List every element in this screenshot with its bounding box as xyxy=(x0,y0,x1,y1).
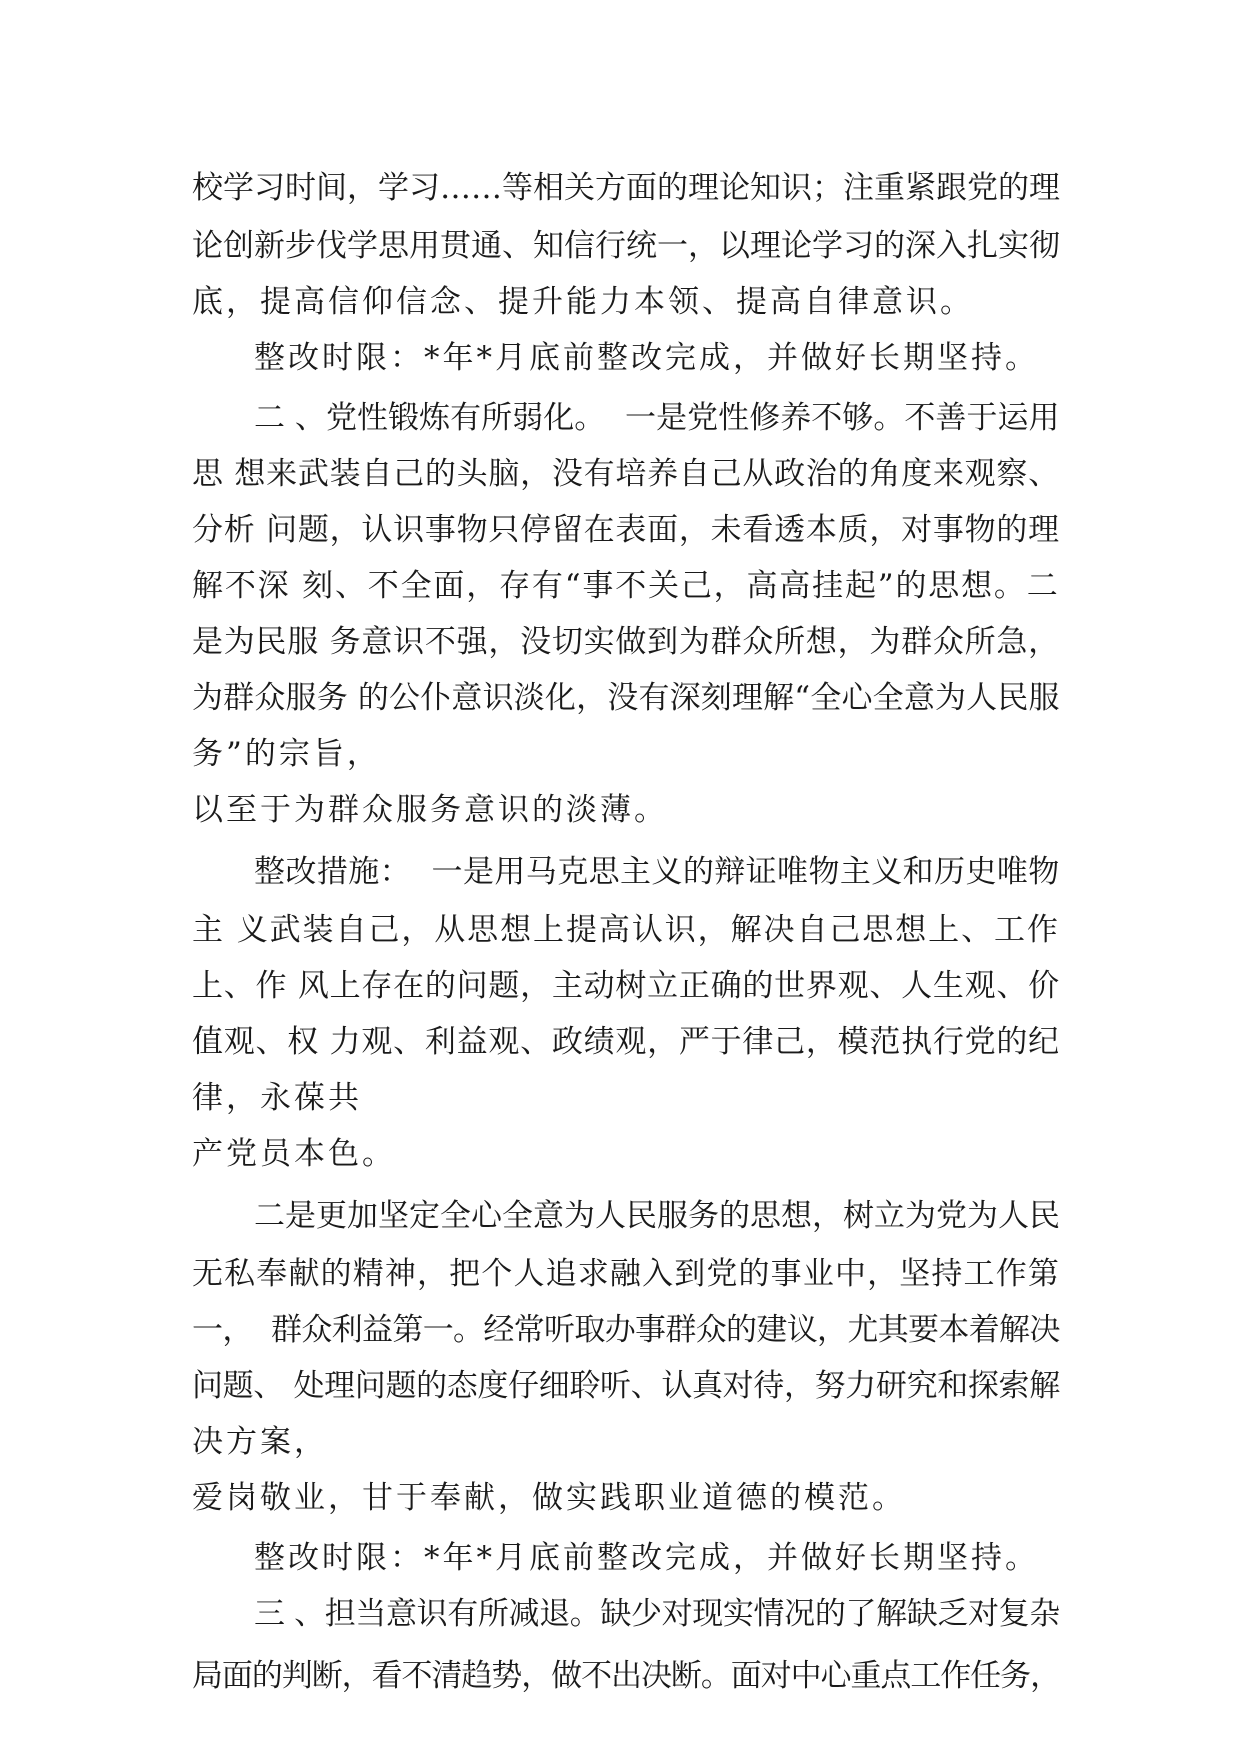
text-line: 局面的判断，看不清趋势，做不出决断。面对中心重点工作任务， xyxy=(192,1658,1060,1694)
text-line: 爱岗敬业，甘于奉献，做实践职业道德的模范。 xyxy=(192,1480,906,1516)
text-line: 底，提高信仰信念、提升能力本领、提高自律意识。 xyxy=(192,284,974,320)
text-line: 一， 群众利益第一。经常听取办事群众的建议，尤其要本着解决 xyxy=(192,1312,1060,1348)
text-line: 决方案， xyxy=(192,1424,328,1460)
text-line: 整改时限：*年*月底前整改完成，并做好长期坚持。 xyxy=(254,340,1039,376)
text-line: 分析 问题，认识事物只停留在表面，未看透本质，对事物的理 xyxy=(192,512,1060,548)
text-line: 论创新步伐学思用贯通、知信行统一，以理论学习的深入扎实彻 xyxy=(192,228,1060,264)
text-line: 产党员本色。 xyxy=(192,1136,396,1172)
text-line: 整改措施： 一是用马克思主义的辩证唯物主义和历史唯物 xyxy=(254,854,1060,890)
text-line: 思 想来武装自己的头脑，没有培养自己从政治的角度来观察、 xyxy=(192,456,1060,492)
text-line: 务”的宗旨， xyxy=(192,736,381,772)
text-line: 主 义武装自己，从思想上提高认识，解决自己思想上、工作 xyxy=(192,912,1060,948)
section-heading-3: 三 、担当意识有所减退。缺少对现实情况的了解缺乏对复杂 xyxy=(254,1596,1060,1632)
text-line: 校学习时间，学习……等相关方面的理论知识；注重紧跟党的理 xyxy=(192,170,1060,206)
text-line: 以至于为群众服务意识的淡薄。 xyxy=(192,792,668,828)
text-line: 解不深 刻、不全面，存有“事不关己，高高挂起”的思想。二 xyxy=(192,568,1060,604)
text-line: 整改时限：*年*月底前整改完成，并做好长期坚持。 xyxy=(254,1540,1039,1576)
text-line: 值观、权 力观、利益观、政绩观，严于律己，模范执行党的纪 xyxy=(192,1024,1060,1060)
section-heading-2: 二 、党性锻炼有所弱化。 一是党性修养不够。不善于运用 xyxy=(254,400,1060,436)
text-line: 律，永葆共 xyxy=(192,1080,362,1116)
text-line: 二是更加坚定全心全意为人民服务的思想，树立为党为人民 xyxy=(254,1198,1060,1234)
text-line: 是为民服 务意识不强，没切实做到为群众所想，为群众所急， xyxy=(192,624,1060,660)
text-line: 无私奉献的精神，把个人追求融入到党的事业中，坚持工作第 xyxy=(192,1256,1060,1292)
text-line: 为群众服务 的公仆意识淡化，没有深刻理解“全心全意为人民服 xyxy=(192,680,1060,716)
text-line: 问题、 处理问题的态度仔细聆听、认真对待，努力研究和探索解 xyxy=(192,1368,1060,1404)
text-line: 上、作 风上存在的问题，主动树立正确的世界观、人生观、价 xyxy=(192,968,1060,1004)
